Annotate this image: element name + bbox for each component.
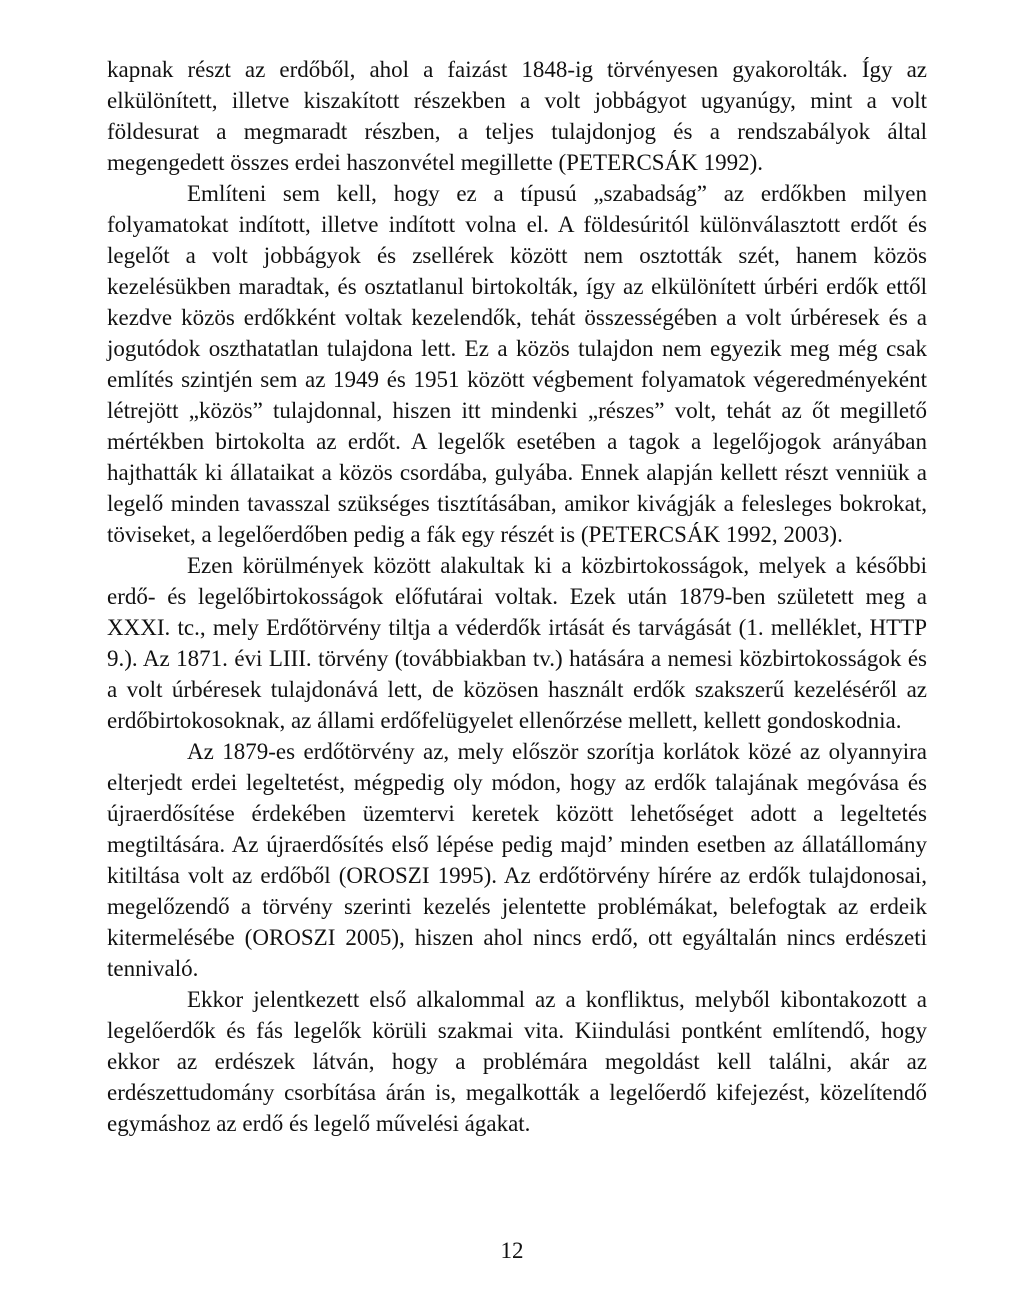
paragraph-3: Ezen körülmények között alakultak ki a közbirtokosságok, melyek a későbbi erdő- és legelőbirtokosságok előfutárai voltak. Ezek után 1879-ben született meg a XXXI. tc., mely Erdőtörvény tiltja a véderdők irtását és tarvágását (1. melléklet, HTTP 9.). Az 1871. évi LIII. törvény (továbbiakban tv.) hatására a nemesi közbirtokosságok és a volt úrbéresek tulajdonává lett, de közösen használt erdők szakszerű kezeléséről az erdőbirtokosoknak, az állami erdőfelügyelet ellenőrzése mellett, kellett gondoskodnia. bbox=[107, 553, 927, 733]
paragraph-2: Említeni sem kell, hogy ez a típusú „szabadság” az erdőkben milyen folyamatokat indított, illetve indított volna el. A földesúritól különválasztott erdőt és legelőt a volt jobbágyok és zsellérek között nem osztották szét, hanem közös kezelésükben maradtak, és osztatlanul birtokolták, így az elkülönített úrbéri erdők ettől kezdve közös erdőkként voltak kezelendők, tehát összességében a volt úrbéresek és a jogutódok oszthatatlan tulajdona lett. Ez a közös tulajdon nem egyezik meg még csak említés szintjén sem az 1949 és 1951 között végbement folyamatok végeredményeként létrejött „közös” tulajdonnal, hiszen itt mindenki „részes” volt, tehát az őt megillető mértékben birtokolta az erdőt. A legelők esetében a tagok a legelőjogok arányában hajthatták ki állataikat a közös csordába, gulyába. Ennek alapján kellett részt venniük a legelő minden tavasszal szükséges tisztításában, amikor kivágják a felesleges bokrokat, töviseket, a legelőerdőben pedig a fák egy részét is (PETERCSÁK 1992, 2003). bbox=[107, 181, 927, 547]
paragraph-5: Ekkor jelentkezett első alkalommal az a konfliktus, melyből kibontakozott a legelőerdők és fás legelők körüli szakmai vita. Kiindulási pontként említendő, hogy ekkor az erdészek látván, hogy a problémára megoldást kell találni, akár az erdészettudomány csorbítása árán is, megalkották a legelőerdő kifejezést, közelítendő egymáshoz az erdő és legelő művelési ágakat. bbox=[107, 987, 927, 1136]
paragraph-4: Az 1879-es erdőtörvény az, mely először szorítja korlátok közé az olyannyira elterjedt erdei legeltetést, mégpedig oly módon, hogy az erdők talajának megóvása és újraerdősítése érdekében üzemtervi keretek között lehetőséget adott a legeltetés megtiltására. Az újraerdősítés első lépése pedig majd’ minden esetben az állatállomány kitiltása volt az erdőből (OROSZI 1995). Az erdőtörvény hírére az erdők tulajdonosai, megelőzendő a törvény szerinti kezelés jelentette problémákat, belefogtak az erdeik kitermelésébe (OROSZI 2005), hiszen ahol nincs erdő, ott egyáltalán nincs erdészeti tennivaló. bbox=[107, 739, 927, 981]
paragraph-1: kapnak részt az erdőből, ahol a faizást 1848-ig törvényesen gyakorolták. Így az elkülönített, illetve kiszakított részekben a volt jobbágyot ugyanúgy, mint a volt földesurat a megmaradt részben, a teljes tulajdonjog és a rendszabályok által megengedett összes erdei haszonvétel megillette (PETERCSÁK 1992). bbox=[107, 57, 927, 175]
document-body bbox=[107, 54, 927, 1139]
page-number: 12 bbox=[500, 1238, 524, 1263]
